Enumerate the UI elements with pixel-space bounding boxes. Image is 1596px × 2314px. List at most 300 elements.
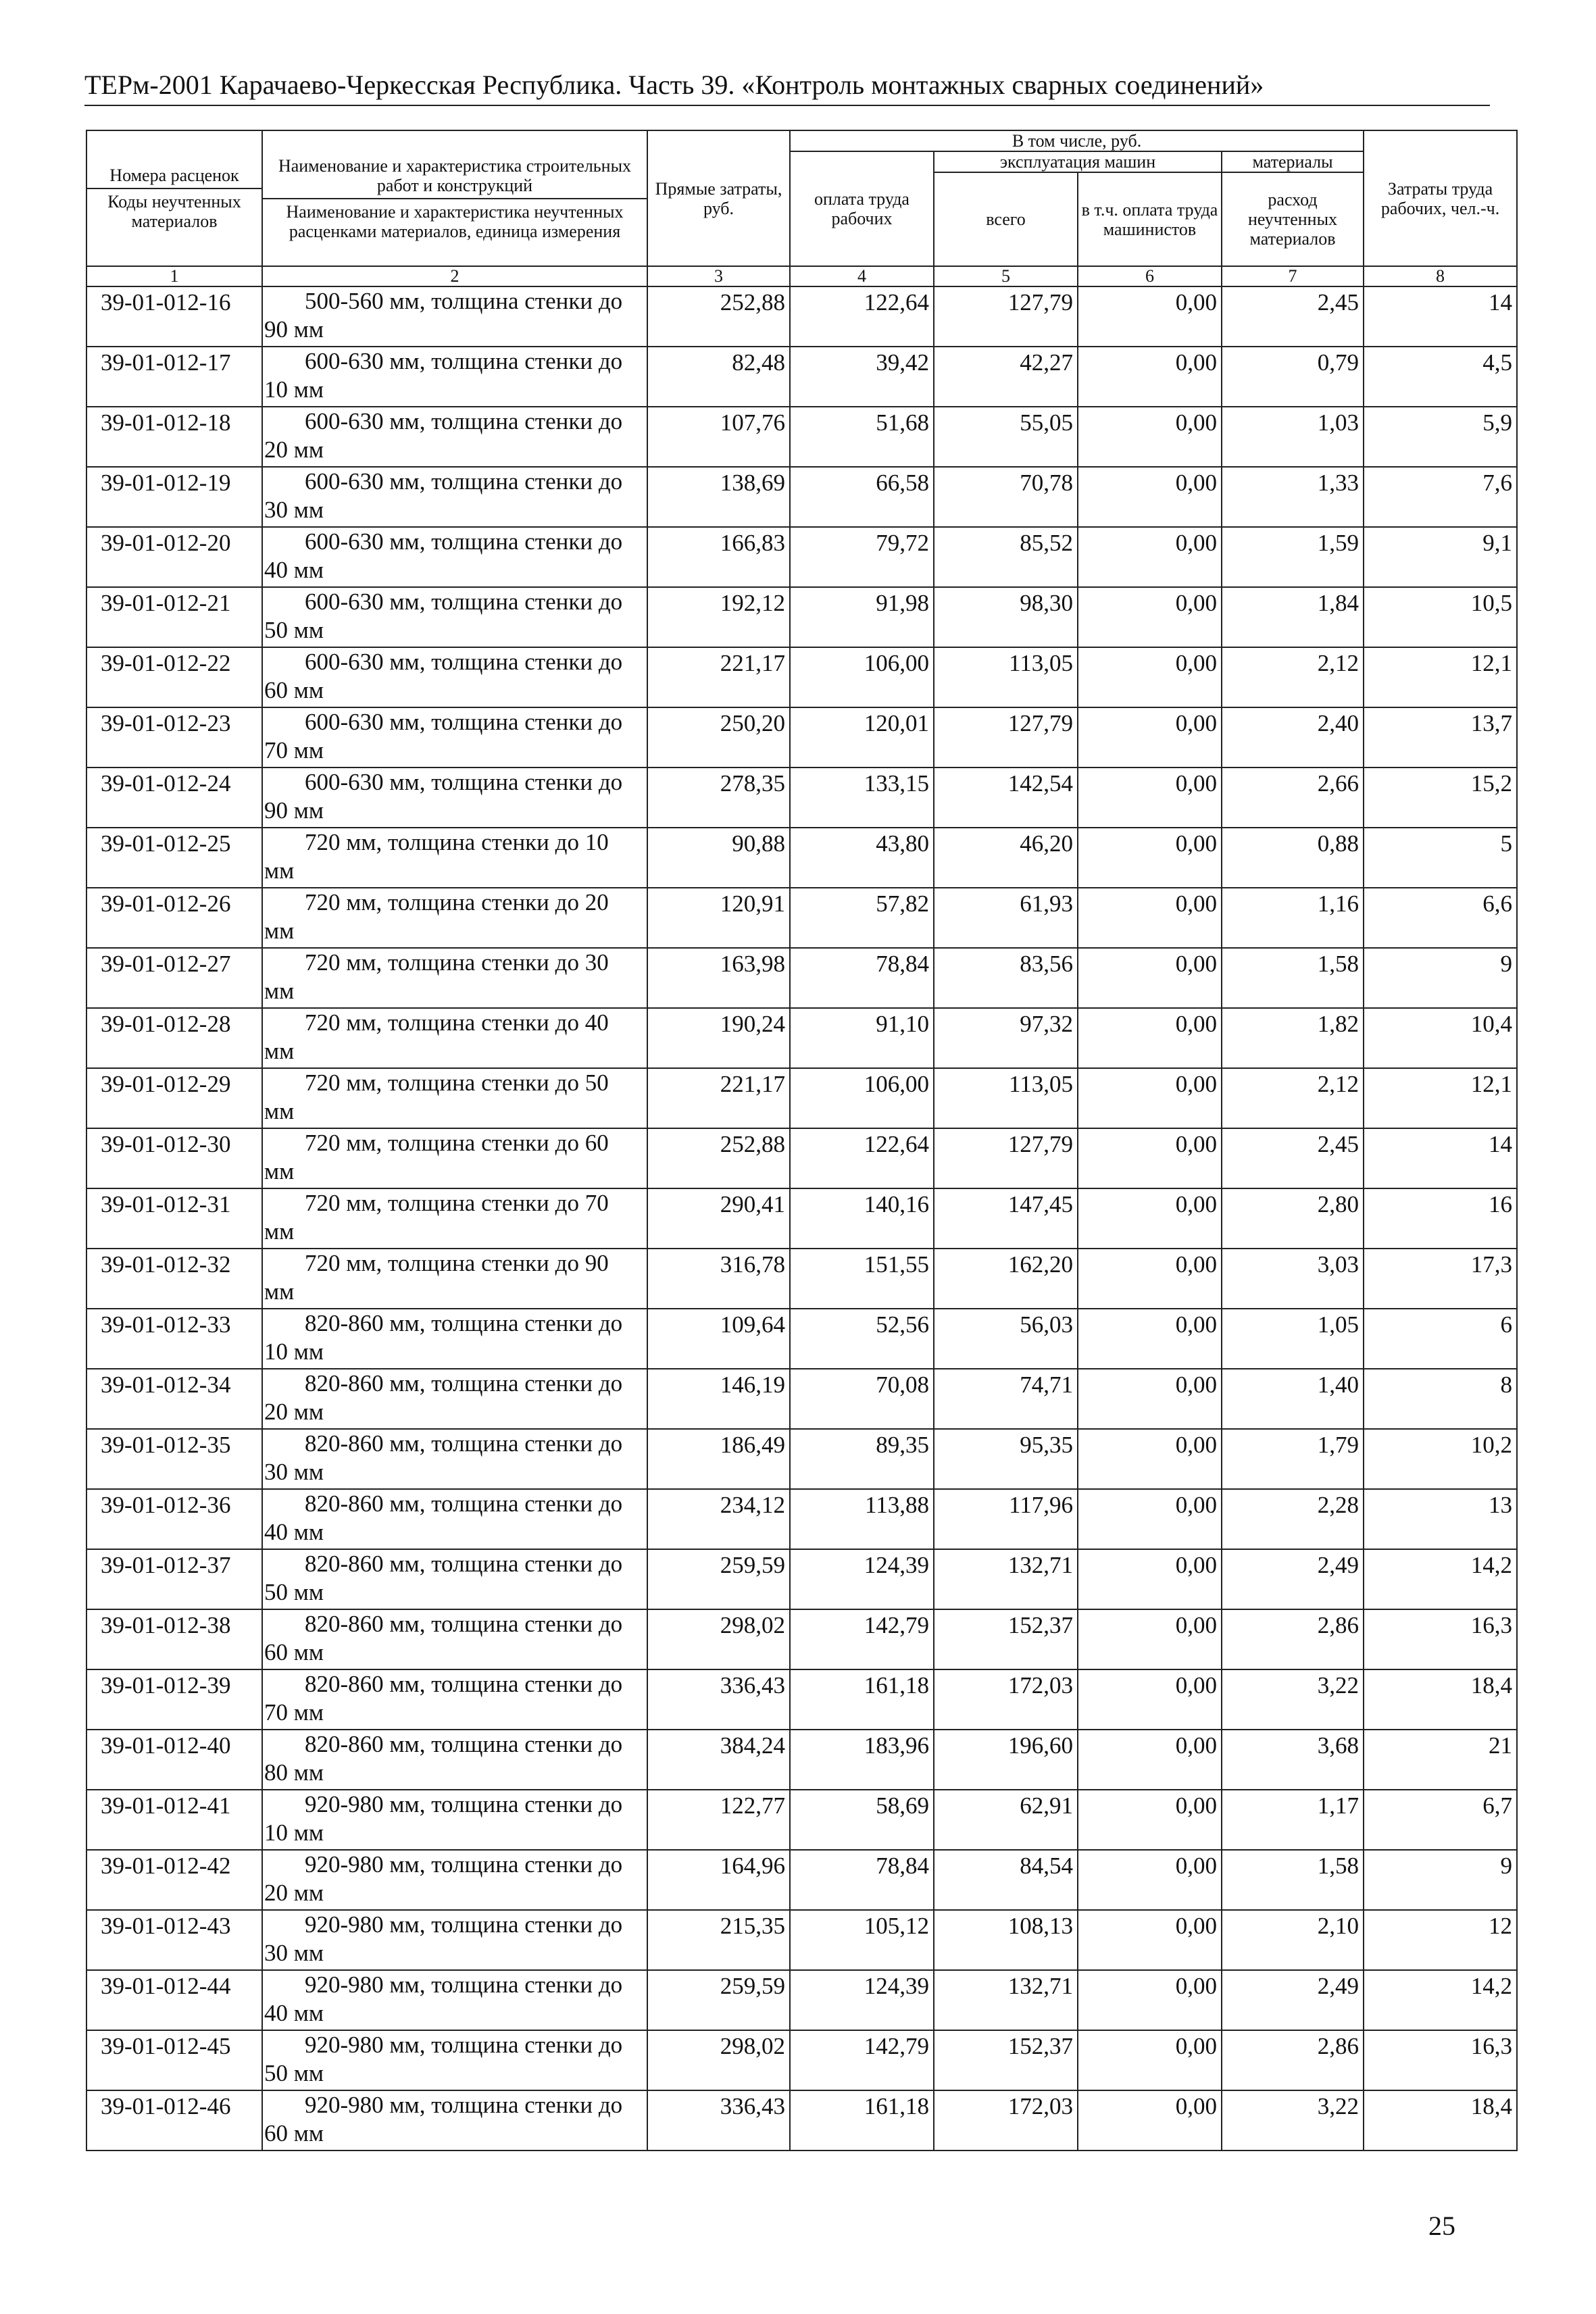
rate-code: 39-01-012-30: [86, 1128, 262, 1188]
rate-code: 39-01-012-23: [86, 707, 262, 768]
rate-code: 39-01-012-29: [86, 1068, 262, 1128]
labor-hours-value: 16: [1364, 1188, 1517, 1249]
direct-costs-value: 298,02: [647, 1609, 790, 1669]
direct-costs-value: 164,96: [647, 1850, 790, 1910]
direct-costs-value: 190,24: [647, 1008, 790, 1068]
worker-pay-value: 43,80: [790, 828, 934, 888]
direct-costs-value: 186,49: [647, 1429, 790, 1489]
header-names: [262, 130, 647, 266]
labor-hours-value: 14: [1364, 286, 1517, 347]
work-description: 600-630 мм, толщина стенки до 20 мм: [262, 407, 647, 467]
table-row: [86, 647, 1517, 707]
direct-costs-value: 290,41: [647, 1188, 790, 1249]
rate-code: 39-01-012-35: [86, 1429, 262, 1489]
materials-value: 2,12: [1222, 1068, 1364, 1128]
materials-value: 2,12: [1222, 647, 1364, 707]
worker-pay-value: 122,64: [790, 1128, 934, 1188]
header-codes: [86, 130, 262, 266]
rate-code: 39-01-012-33: [86, 1309, 262, 1369]
worker-pay-value: 142,79: [790, 2030, 934, 2090]
operators-pay-value: 0,00: [1078, 707, 1222, 768]
operators-pay-value: 0,00: [1078, 1669, 1222, 1730]
operators-pay-value: 0,00: [1078, 467, 1222, 527]
operators-pay-value: 0,00: [1078, 1609, 1222, 1669]
labor-hours-value: 15,2: [1364, 768, 1517, 828]
work-description: 600-630 мм, толщина стенки до 40 мм: [262, 527, 647, 587]
labor-hours-value: 8: [1364, 1369, 1517, 1429]
direct-costs-value: 82,48: [647, 347, 790, 407]
worker-pay-value: 122,64: [790, 286, 934, 347]
direct-costs-value: 109,64: [647, 1309, 790, 1369]
direct-costs-value: 122,77: [647, 1790, 790, 1850]
materials-value: 3,22: [1222, 2090, 1364, 2150]
column-number: 1: [86, 266, 262, 286]
materials-value: 3,03: [1222, 1249, 1364, 1309]
direct-costs-value: 166,83: [647, 527, 790, 587]
labor-hours-value: 5: [1364, 828, 1517, 888]
column-number: 4: [790, 266, 934, 286]
worker-pay-value: 120,01: [790, 707, 934, 768]
operators-pay-value: 0,00: [1078, 828, 1222, 888]
direct-costs-value: 120,91: [647, 888, 790, 948]
rate-code: 39-01-012-28: [86, 1008, 262, 1068]
header-material-codes: Коды неучтенных материалов: [107, 192, 241, 231]
machines-total-value: 61,93: [934, 888, 1078, 948]
rate-code: 39-01-012-22: [86, 647, 262, 707]
materials-value: 2,49: [1222, 1970, 1364, 2030]
work-description: 720 мм, толщина стенки до 30 мм: [262, 948, 647, 1008]
column-number-row: [86, 266, 1517, 286]
worker-pay-value: 39,42: [790, 347, 934, 407]
work-description: 920-980 мм, толщина стенки до 30 мм: [262, 1910, 647, 1970]
direct-costs-value: 384,24: [647, 1730, 790, 1790]
work-description: 600-630 мм, толщина стенки до 70 мм: [262, 707, 647, 768]
operators-pay-value: 0,00: [1078, 2030, 1222, 2090]
table-row: [86, 1309, 1517, 1369]
header-labor-hours: Затраты труда рабочих, чел.-ч.: [1364, 130, 1517, 266]
labor-hours-value: 12,1: [1364, 647, 1517, 707]
work-description: 920-980 мм, толщина стенки до 60 мм: [262, 2090, 647, 2150]
worker-pay-value: 161,18: [790, 2090, 934, 2150]
rate-code: 39-01-012-21: [86, 587, 262, 647]
direct-costs-value: 221,17: [647, 1068, 790, 1128]
worker-pay-value: 161,18: [790, 1669, 934, 1730]
rate-code: 39-01-012-37: [86, 1549, 262, 1609]
work-description: 600-630 мм, толщина стенки до 60 мм: [262, 647, 647, 707]
machines-total-value: 196,60: [934, 1730, 1078, 1790]
work-description: 820-860 мм, толщина стенки до 50 мм: [262, 1549, 647, 1609]
rate-code: 39-01-012-31: [86, 1188, 262, 1249]
operators-pay-value: 0,00: [1078, 1369, 1222, 1429]
labor-hours-value: 10,4: [1364, 1008, 1517, 1068]
rate-code: 39-01-012-38: [86, 1609, 262, 1669]
table-row: [86, 527, 1517, 587]
machines-total-value: 152,37: [934, 2030, 1078, 2090]
work-description: 720 мм, толщина стенки до 60 мм: [262, 1128, 647, 1188]
rate-code: 39-01-012-26: [86, 888, 262, 948]
labor-hours-value: 12,1: [1364, 1068, 1517, 1128]
table-row: [86, 467, 1517, 527]
materials-value: 1,79: [1222, 1429, 1364, 1489]
direct-costs-value: 259,59: [647, 1549, 790, 1609]
work-description: 720 мм, толщина стенки до 90 мм: [262, 1249, 647, 1309]
direct-costs-value: 250,20: [647, 707, 790, 768]
rate-code: 39-01-012-32: [86, 1249, 262, 1309]
worker-pay-value: 58,69: [790, 1790, 934, 1850]
rate-code: 39-01-012-17: [86, 347, 262, 407]
worker-pay-value: 124,39: [790, 1549, 934, 1609]
machines-total-value: 84,54: [934, 1850, 1078, 1910]
materials-value: 2,28: [1222, 1489, 1364, 1549]
table-row: [86, 768, 1517, 828]
machines-total-value: 147,45: [934, 1188, 1078, 1249]
labor-hours-value: 16,3: [1364, 2030, 1517, 2090]
header-materials-consumption: расход неучтенных материалов: [1222, 172, 1364, 266]
table-row: [86, 1128, 1517, 1188]
header-works-name: Наименование и характеристика строительных работ и конструкций: [278, 155, 632, 195]
materials-value: 1,58: [1222, 948, 1364, 1008]
table-row: [86, 2030, 1517, 2090]
work-description: 820-860 мм, толщина стенки до 80 мм: [262, 1730, 647, 1790]
work-description: 720 мм, толщина стенки до 20 мм: [262, 888, 647, 948]
labor-hours-value: 14,2: [1364, 1549, 1517, 1609]
operators-pay-value: 0,00: [1078, 768, 1222, 828]
operators-pay-value: 0,00: [1078, 1429, 1222, 1489]
operators-pay-value: 0,00: [1078, 407, 1222, 467]
operators-pay-value: 0,00: [1078, 1489, 1222, 1549]
rate-code: 39-01-012-19: [86, 467, 262, 527]
worker-pay-value: 106,00: [790, 647, 934, 707]
direct-costs-value: 336,43: [647, 1669, 790, 1730]
header-including-group: В том числе, руб.: [790, 130, 1364, 151]
rate-code: 39-01-012-40: [86, 1730, 262, 1790]
column-number: 5: [934, 266, 1078, 286]
page-title: ТЕРм-2001 Карачаево-Черкесская Республика. Часть 39. «Контроль монтажных сварных соединений»: [84, 70, 1264, 100]
materials-value: 1,05: [1222, 1309, 1364, 1369]
direct-costs-value: 163,98: [647, 948, 790, 1008]
rate-code: 39-01-012-18: [86, 407, 262, 467]
labor-hours-value: 17,3: [1364, 1249, 1517, 1309]
work-description: 720 мм, толщина стенки до 10 мм: [262, 828, 647, 888]
table-row: [86, 1790, 1517, 1850]
rate-code: 39-01-012-46: [86, 2090, 262, 2150]
machines-total-value: 142,54: [934, 768, 1078, 828]
header-operators-pay: в т.ч. оплата труда машинистов: [1078, 172, 1222, 266]
machines-total-value: 127,79: [934, 707, 1078, 768]
direct-costs-value: 298,02: [647, 2030, 790, 2090]
table-row: [86, 587, 1517, 647]
materials-value: 3,68: [1222, 1730, 1364, 1790]
table-row: [86, 707, 1517, 768]
header-materials-name: Наименование и характеристика неучтенных расценками материалов, единица измерения: [286, 201, 624, 241]
rate-code: 39-01-012-44: [86, 1970, 262, 2030]
worker-pay-value: 105,12: [790, 1910, 934, 1970]
table-row: [86, 1970, 1517, 2030]
header-materials-group: материалы: [1222, 151, 1364, 172]
title-rule: [84, 105, 1490, 106]
rate-code: 39-01-012-42: [86, 1850, 262, 1910]
direct-costs-value: 252,88: [647, 1128, 790, 1188]
operators-pay-value: 0,00: [1078, 2090, 1222, 2150]
labor-hours-value: 14: [1364, 1128, 1517, 1188]
labor-hours-value: 9,1: [1364, 527, 1517, 587]
labor-hours-value: 18,4: [1364, 1669, 1517, 1730]
materials-value: 2,10: [1222, 1910, 1364, 1970]
operators-pay-value: 0,00: [1078, 1068, 1222, 1128]
rate-code: 39-01-012-20: [86, 527, 262, 587]
labor-hours-value: 6,6: [1364, 888, 1517, 948]
operators-pay-value: 0,00: [1078, 286, 1222, 347]
column-number: 7: [1222, 266, 1364, 286]
table-row: [86, 828, 1517, 888]
machines-total-value: 132,71: [934, 1549, 1078, 1609]
machines-total-value: 113,05: [934, 647, 1078, 707]
materials-value: 1,33: [1222, 467, 1364, 527]
rate-code: 39-01-012-25: [86, 828, 262, 888]
worker-pay-value: 51,68: [790, 407, 934, 467]
materials-value: 1,82: [1222, 1008, 1364, 1068]
materials-value: 1,40: [1222, 1369, 1364, 1429]
table-row: [86, 1850, 1517, 1910]
direct-costs-value: 316,78: [647, 1249, 790, 1309]
materials-value: 3,22: [1222, 1669, 1364, 1730]
rate-code: 39-01-012-43: [86, 1910, 262, 1970]
rates-table: [86, 130, 1518, 2151]
column-number: 6: [1078, 266, 1222, 286]
page-number: 25: [1428, 2211, 1455, 2241]
direct-costs-value: 252,88: [647, 286, 790, 347]
rate-code: 39-01-012-45: [86, 2030, 262, 2090]
labor-hours-value: 14,2: [1364, 1970, 1517, 2030]
work-description: 720 мм, толщина стенки до 40 мм: [262, 1008, 647, 1068]
operators-pay-value: 0,00: [1078, 647, 1222, 707]
operators-pay-value: 0,00: [1078, 1970, 1222, 2030]
machines-total-value: 127,79: [934, 1128, 1078, 1188]
machines-total-value: 55,05: [934, 407, 1078, 467]
machines-total-value: 62,91: [934, 1790, 1078, 1850]
work-description: 920-980 мм, толщина стенки до 20 мм: [262, 1850, 647, 1910]
machines-total-value: 117,96: [934, 1489, 1078, 1549]
operators-pay-value: 0,00: [1078, 1008, 1222, 1068]
worker-pay-value: 142,79: [790, 1609, 934, 1669]
work-description: 600-630 мм, толщина стенки до 50 мм: [262, 587, 647, 647]
table-row: [86, 1249, 1517, 1309]
labor-hours-value: 10,2: [1364, 1429, 1517, 1489]
machines-total-value: 152,37: [934, 1609, 1078, 1669]
table-row: [86, 1489, 1517, 1549]
operators-pay-value: 0,00: [1078, 1309, 1222, 1369]
operators-pay-value: 0,00: [1078, 1790, 1222, 1850]
direct-costs-value: 138,69: [647, 467, 790, 527]
table-row: [86, 1910, 1517, 1970]
rate-code: 39-01-012-41: [86, 1790, 262, 1850]
operators-pay-value: 0,00: [1078, 1730, 1222, 1790]
labor-hours-value: 4,5: [1364, 347, 1517, 407]
worker-pay-value: 70,08: [790, 1369, 934, 1429]
worker-pay-value: 78,84: [790, 1850, 934, 1910]
column-number: 2: [262, 266, 647, 286]
operators-pay-value: 0,00: [1078, 1249, 1222, 1309]
operators-pay-value: 0,00: [1078, 1188, 1222, 1249]
work-description: 920-980 мм, толщина стенки до 50 мм: [262, 2030, 647, 2090]
work-description: 600-630 мм, толщина стенки до 30 мм: [262, 467, 647, 527]
materials-value: 2,86: [1222, 2030, 1364, 2090]
direct-costs-value: 221,17: [647, 647, 790, 707]
rate-code: 39-01-012-39: [86, 1669, 262, 1730]
work-description: 920-980 мм, толщина стенки до 40 мм: [262, 1970, 647, 2030]
materials-value: 1,58: [1222, 1850, 1364, 1910]
materials-value: 0,79: [1222, 347, 1364, 407]
direct-costs-value: 146,19: [647, 1369, 790, 1429]
direct-costs-value: 336,43: [647, 2090, 790, 2150]
direct-costs-value: 90,88: [647, 828, 790, 888]
machines-total-value: 42,27: [934, 347, 1078, 407]
materials-value: 1,17: [1222, 1790, 1364, 1850]
table-row: [86, 1369, 1517, 1429]
direct-costs-value: 215,35: [647, 1910, 790, 1970]
table-body: [86, 286, 1517, 2150]
column-number: 8: [1364, 266, 1517, 286]
materials-value: 2,66: [1222, 768, 1364, 828]
work-description: 820-860 мм, толщина стенки до 70 мм: [262, 1669, 647, 1730]
worker-pay-value: 124,39: [790, 1970, 934, 2030]
materials-value: 2,45: [1222, 1128, 1364, 1188]
machines-total-value: 97,32: [934, 1008, 1078, 1068]
machines-total-value: 46,20: [934, 828, 1078, 888]
labor-hours-value: 5,9: [1364, 407, 1517, 467]
labor-hours-value: 13: [1364, 1489, 1517, 1549]
operators-pay-value: 0,00: [1078, 888, 1222, 948]
direct-costs-value: 107,76: [647, 407, 790, 467]
worker-pay-value: 57,82: [790, 888, 934, 948]
operators-pay-value: 0,00: [1078, 1850, 1222, 1910]
table-row: [86, 407, 1517, 467]
worker-pay-value: 78,84: [790, 948, 934, 1008]
work-description: 920-980 мм, толщина стенки до 10 мм: [262, 1790, 647, 1850]
materials-value: 1,59: [1222, 527, 1364, 587]
rate-code: 39-01-012-27: [86, 948, 262, 1008]
table-row: [86, 347, 1517, 407]
work-description: 820-860 мм, толщина стенки до 30 мм: [262, 1429, 647, 1489]
table-row: [86, 1549, 1517, 1609]
worker-pay-value: 183,96: [790, 1730, 934, 1790]
machines-total-value: 132,71: [934, 1970, 1078, 2030]
machines-total-value: 56,03: [934, 1309, 1078, 1369]
machines-total-value: 172,03: [934, 2090, 1078, 2150]
work-description: 820-860 мм, толщина стенки до 40 мм: [262, 1489, 647, 1549]
labor-hours-value: 13,7: [1364, 707, 1517, 768]
labor-hours-value: 21: [1364, 1730, 1517, 1790]
worker-pay-value: 133,15: [790, 768, 934, 828]
labor-hours-value: 12: [1364, 1910, 1517, 1970]
machines-total-value: 74,71: [934, 1369, 1078, 1429]
header-direct-costs: Прямые затраты, руб.: [647, 130, 790, 266]
work-description: 720 мм, толщина стенки до 50 мм: [262, 1068, 647, 1128]
machines-total-value: 162,20: [934, 1249, 1078, 1309]
machines-total-value: 70,78: [934, 467, 1078, 527]
table-row: [86, 1730, 1517, 1790]
rate-code: 39-01-012-36: [86, 1489, 262, 1549]
labor-hours-value: 18,4: [1364, 2090, 1517, 2150]
operators-pay-value: 0,00: [1078, 527, 1222, 587]
worker-pay-value: 140,16: [790, 1188, 934, 1249]
machines-total-value: 85,52: [934, 527, 1078, 587]
worker-pay-value: 89,35: [790, 1429, 934, 1489]
labor-hours-value: 6: [1364, 1309, 1517, 1369]
worker-pay-value: 91,10: [790, 1008, 934, 1068]
operators-pay-value: 0,00: [1078, 347, 1222, 407]
operators-pay-value: 0,00: [1078, 1549, 1222, 1609]
materials-value: 2,49: [1222, 1549, 1364, 1609]
table-row: [86, 2090, 1517, 2150]
direct-costs-value: 278,35: [647, 768, 790, 828]
header-machines-total: всего: [934, 172, 1078, 266]
header-rate-numbers: Номера расценок: [109, 166, 239, 185]
worker-pay-value: 91,98: [790, 587, 934, 647]
header-machines-group: эксплуатация машин: [934, 151, 1222, 172]
machines-total-value: 108,13: [934, 1910, 1078, 1970]
operators-pay-value: 0,00: [1078, 1128, 1222, 1188]
materials-value: 1,16: [1222, 888, 1364, 948]
worker-pay-value: 66,58: [790, 467, 934, 527]
table-row: [86, 1669, 1517, 1730]
operators-pay-value: 0,00: [1078, 948, 1222, 1008]
work-description: 720 мм, толщина стенки до 70 мм: [262, 1188, 647, 1249]
work-description: 600-630 мм, толщина стенки до 10 мм: [262, 347, 647, 407]
table-row: [86, 1609, 1517, 1669]
column-number: 3: [647, 266, 790, 286]
labor-hours-value: 6,7: [1364, 1790, 1517, 1850]
direct-costs-value: 192,12: [647, 587, 790, 647]
rate-code: 39-01-012-24: [86, 768, 262, 828]
labor-hours-value: 10,5: [1364, 587, 1517, 647]
table-row: [86, 888, 1517, 948]
worker-pay-value: 79,72: [790, 527, 934, 587]
table-row: [86, 1429, 1517, 1489]
header-worker-pay: оплата труда рабочих: [790, 151, 934, 266]
materials-value: 2,45: [1222, 286, 1364, 347]
table-row: [86, 286, 1517, 347]
worker-pay-value: 106,00: [790, 1068, 934, 1128]
worker-pay-value: 151,55: [790, 1249, 934, 1309]
direct-costs-value: 234,12: [647, 1489, 790, 1549]
machines-total-value: 172,03: [934, 1669, 1078, 1730]
materials-value: 1,84: [1222, 587, 1364, 647]
labor-hours-value: 9: [1364, 948, 1517, 1008]
materials-value: 2,80: [1222, 1188, 1364, 1249]
table-row: [86, 1188, 1517, 1249]
work-description: 820-860 мм, толщина стенки до 10 мм: [262, 1309, 647, 1369]
operators-pay-value: 0,00: [1078, 587, 1222, 647]
operators-pay-value: 0,00: [1078, 1910, 1222, 1970]
work-description: 600-630 мм, толщина стенки до 90 мм: [262, 768, 647, 828]
worker-pay-value: 113,88: [790, 1489, 934, 1549]
work-description: 820-860 мм, толщина стенки до 60 мм: [262, 1609, 647, 1669]
machines-total-value: 113,05: [934, 1068, 1078, 1128]
labor-hours-value: 7,6: [1364, 467, 1517, 527]
machines-total-value: 95,35: [934, 1429, 1078, 1489]
table-row: [86, 1008, 1517, 1068]
materials-value: 0,88: [1222, 828, 1364, 888]
labor-hours-value: 9: [1364, 1850, 1517, 1910]
work-description: 820-860 мм, толщина стенки до 20 мм: [262, 1369, 647, 1429]
worker-pay-value: 52,56: [790, 1309, 934, 1369]
machines-total-value: 127,79: [934, 286, 1078, 347]
materials-value: 2,40: [1222, 707, 1364, 768]
materials-value: 2,86: [1222, 1609, 1364, 1669]
direct-costs-value: 259,59: [647, 1970, 790, 2030]
materials-value: 1,03: [1222, 407, 1364, 467]
